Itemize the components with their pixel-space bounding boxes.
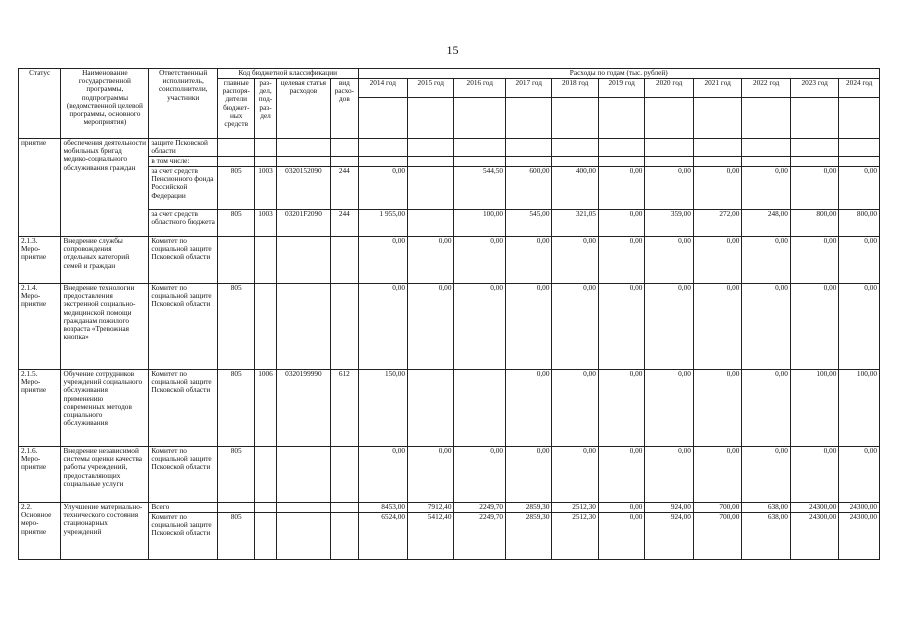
table-row: [19, 284, 880, 370]
table-row: [19, 447, 880, 503]
row-responsible: Комитет по социальной защите Псковской области: [149, 370, 218, 447]
row-value: 0,00: [506, 370, 552, 447]
row-vr: 244: [331, 210, 358, 237]
row-value: 638,00: [742, 513, 791, 560]
row-value: 0,00: [358, 167, 408, 210]
row-csr: 0320199990: [276, 370, 331, 447]
row-value: 2859,30: [506, 513, 552, 560]
row-value: 100,00: [790, 370, 839, 447]
row-value: 24300,00: [790, 513, 839, 560]
row-responsible: Комитет по социальной защите Псковской области: [149, 284, 218, 370]
row-rzpr: 1006: [255, 370, 276, 447]
header-year: 2018 год: [552, 79, 598, 98]
row-value: 800,00: [839, 210, 880, 237]
header-status: Статус: [19, 69, 61, 139]
row-status: 2.2. Основное меро-приятие: [19, 503, 61, 560]
row-value: 0,00: [693, 167, 742, 210]
row-value: 0,00: [645, 370, 694, 447]
row-grbs: 805: [218, 210, 255, 237]
row-value: 0,00: [454, 284, 506, 370]
row-value: 800,00: [790, 210, 839, 237]
row-value: 0,00: [358, 237, 408, 284]
row-value: 0,00: [742, 447, 791, 503]
row-value: 272,00: [693, 210, 742, 237]
row-name: Внедрение технологии предоставления экстренной социально-медицинской помощи гражданам пожилого возраста «Тревожная кнопка»: [61, 284, 149, 370]
row-csr: 03201F2090: [276, 210, 331, 237]
header-year: 2024 год: [839, 79, 880, 98]
row-vr: 612: [331, 370, 358, 447]
row-value: 924,00: [645, 513, 694, 560]
row-status: 2.1.5. Меро-приятие: [19, 370, 61, 447]
row-value: 2859,30: [506, 503, 552, 513]
row-value: 0,00: [790, 167, 839, 210]
row-value: 700,00: [693, 513, 742, 560]
row-value: 0,00: [742, 167, 791, 210]
row-responsible: Комитет по социальной защите Псковской области: [149, 513, 218, 560]
row-value: 0,00: [598, 237, 644, 284]
row-responsible: в том числе:: [149, 157, 218, 167]
row-rzpr: 1003: [255, 167, 276, 210]
row-responsible: защите Псковской области: [149, 139, 218, 157]
row-name: Обучение сотрудников учреждений социального обслуживания применению современных методов социального обслуживания: [61, 370, 149, 447]
row-value: 0,00: [645, 447, 694, 503]
row-value: 0,00: [598, 210, 644, 237]
row-value: 0,00: [693, 370, 742, 447]
row-value: 0,00: [506, 284, 552, 370]
row-value: 0,00: [408, 447, 454, 503]
row-value: 0,00: [358, 447, 408, 503]
row-grbs: 805: [218, 167, 255, 210]
table-row: [19, 139, 880, 157]
row-value: 924,00: [645, 503, 694, 513]
row-value: 0,00: [742, 370, 791, 447]
row-value: 2249,70: [454, 503, 506, 513]
row-name: Улучшение материально-технического состояния стационарных учреждений: [61, 503, 149, 560]
header-vr: вид расхо-дов: [331, 79, 358, 139]
row-value: 100,00: [839, 370, 880, 447]
row-value: [408, 370, 454, 447]
header-expenses: Расходы по годам (тыс. рублей): [358, 69, 879, 79]
row-name: обеспечения деятельности мобильных бригад медико-социального обслуживания граждан: [61, 139, 149, 237]
row-value: 24300,00: [790, 503, 839, 513]
row-value: 0,00: [839, 284, 880, 370]
row-value: 0,00: [790, 237, 839, 284]
row-value: 0,00: [506, 237, 552, 284]
row-value: 0,00: [552, 447, 598, 503]
header-year: 2020 год: [645, 79, 694, 98]
row-value: 400,00: [552, 167, 598, 210]
row-value: 0,00: [552, 370, 598, 447]
row-value: 6524,00: [358, 513, 408, 560]
row-responsible: Комитет по социальной защите Псковской области: [149, 447, 218, 503]
row-value: 150,00: [358, 370, 408, 447]
row-responsible: за счет средств областного бюджета: [149, 210, 218, 237]
row-value: 0,00: [693, 237, 742, 284]
row-value: 7912,40: [408, 503, 454, 513]
row-value: 2249,70: [454, 513, 506, 560]
row-status: 2.1.3. Меро-приятие: [19, 237, 61, 284]
row-value: 0,00: [598, 167, 644, 210]
table-row: [19, 237, 880, 284]
header-name: Наименование государственной программы, подпрограммы (ведомственной целевой программы, основного мероприятия): [61, 69, 149, 139]
row-value: 0,00: [552, 237, 598, 284]
row-value: 8453,00: [358, 503, 408, 513]
row-value: 24300,00: [839, 503, 880, 513]
row-value: 0,00: [552, 284, 598, 370]
row-value: [408, 167, 454, 210]
row-value: 248,00: [742, 210, 791, 237]
row-value: 0,00: [598, 284, 644, 370]
row-value: 0,00: [598, 513, 644, 560]
row-rzpr: 1003: [255, 210, 276, 237]
row-value: 0,00: [408, 284, 454, 370]
row-value: 2512,30: [552, 503, 598, 513]
row-value: 0,00: [839, 167, 880, 210]
row-value: 0,00: [790, 447, 839, 503]
row-responsible: за счет средств Пенсионного фонда Российской Федерации: [149, 167, 218, 210]
row-value: 0,00: [742, 237, 791, 284]
header-year: 2022 год: [742, 79, 791, 98]
row-responsible: Всего: [149, 503, 218, 513]
row-value: 0,00: [790, 284, 839, 370]
header-row-1: [19, 69, 880, 79]
row-value: 638,00: [742, 503, 791, 513]
row-value: 24300,00: [839, 513, 880, 560]
header-csr: целевая статья расходов: [276, 79, 331, 139]
row-value: [408, 210, 454, 237]
row-value: 0,00: [454, 237, 506, 284]
row-value: 0,00: [598, 503, 644, 513]
header-year: 2017 год: [506, 79, 552, 98]
header-responsible: Ответственный исполнитель, соисполнители, участники: [149, 69, 218, 139]
header-year: 2019 год: [598, 79, 644, 98]
table-row: [19, 503, 880, 513]
row-value: 0,00: [645, 284, 694, 370]
row-status: 2.1.6. Меро-приятие: [19, 447, 61, 503]
row-value: 0,00: [742, 284, 791, 370]
row-value: 0,00: [506, 447, 552, 503]
page-number: 15: [446, 43, 459, 57]
row-grbs: 805: [218, 370, 255, 447]
row-value: 0,00: [839, 237, 880, 284]
row-value: 0,00: [598, 370, 644, 447]
header-rzpr: раз-дел, под-раз-дел: [255, 79, 276, 139]
row-value: 321,05: [552, 210, 598, 237]
header-year: 2021 год: [693, 79, 742, 98]
row-grbs: 805: [218, 447, 255, 503]
header-budget-code: Код бюджетной классификации: [218, 69, 358, 79]
row-name: Внедрение независимой системы оценки качества работы учреждений, предоставляющих социальные услуги: [61, 447, 149, 503]
row-value: 1 955,00: [358, 210, 408, 237]
row-status: приятие: [19, 139, 61, 237]
row-vr: 244: [331, 167, 358, 210]
row-value: 0,00: [645, 237, 694, 284]
budget-table: [18, 68, 880, 560]
row-value: 544,50: [454, 167, 506, 210]
row-grbs: 805: [218, 513, 255, 560]
row-value: 700,00: [693, 503, 742, 513]
row-csr: 0320152090: [276, 167, 331, 210]
header-grbs: главные распоря-дители бюджет-ных средств: [218, 79, 255, 139]
header-year: 2016 год: [454, 79, 506, 98]
row-value: 2512,30: [552, 513, 598, 560]
row-value: 5412,40: [408, 513, 454, 560]
row-value: 0,00: [408, 237, 454, 284]
header-year: 2015 год: [408, 79, 454, 98]
row-value: 0,00: [454, 447, 506, 503]
row-value: 600,00: [506, 167, 552, 210]
row-grbs: 805: [218, 284, 255, 370]
row-value: 0,00: [645, 167, 694, 210]
row-value: 0,00: [358, 284, 408, 370]
row-value: 0,00: [693, 447, 742, 503]
row-value: [454, 370, 506, 447]
header-year: 2023 год: [790, 79, 839, 98]
row-value: 0,00: [693, 284, 742, 370]
row-value: 359,00: [645, 210, 694, 237]
row-value: 545,00: [506, 210, 552, 237]
header-year: 2014 год: [358, 79, 408, 98]
table-row: [19, 370, 880, 447]
row-responsible: Комитет по социальной защите Псковской области: [149, 237, 218, 284]
row-value: 0,00: [839, 447, 880, 503]
row-name: Внедрение службы сопровождения отдельных категорий семей и граждан: [61, 237, 149, 284]
row-value: 100,00: [454, 210, 506, 237]
row-status: 2.1.4. Меро-приятие: [19, 284, 61, 370]
row-value: 0,00: [598, 447, 644, 503]
